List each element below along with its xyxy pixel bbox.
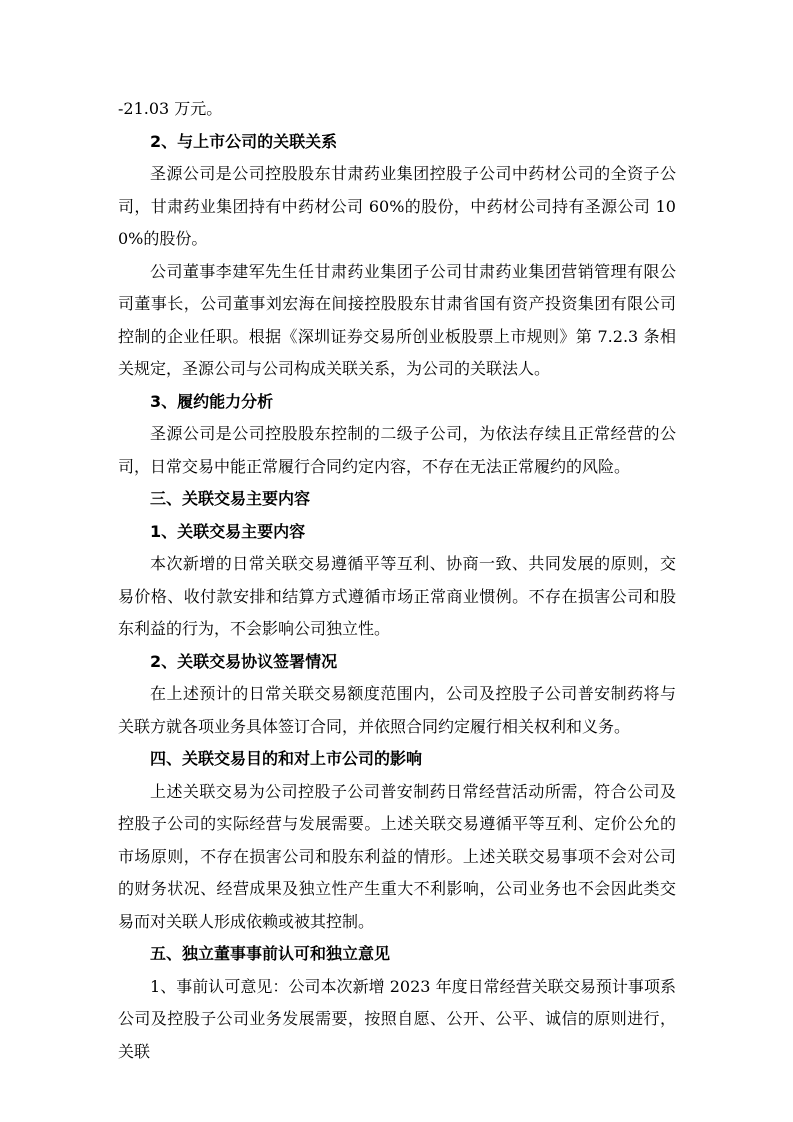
section-heading: 三、关联交易主要内容 [150, 489, 311, 508]
section-heading: 1、关联交易主要内容 [150, 521, 306, 541]
paragraph: 上述关联交易为公司控股子公司普安制药日常经营活动所需，符合公司及控股子公司的实际经营与发展需要。上述关联交易遵循平等互利、定价公允的市场原则，不存在损害公司和股东利益的情形。上述关联交易事项不会对公司的财务状况、经营成果及独立性产生重大不利影响，公司业务也不会因此类交易而对关联人形成依赖或被其控制。 [118, 781, 676, 931]
paragraph: 在上述预计的日常关联交易额度范围内，公司及控股子公司普安制药将与关联方就各项业务具体签订合同，并依照合同约定履行相关权利和义务。 [118, 684, 676, 736]
section-heading: 3、履约能力分析 [150, 391, 274, 411]
section-heading: 四、关联交易目的和对上市公司的影响 [150, 749, 423, 768]
paragraph: -21.03 万元。 [118, 99, 223, 118]
paragraph: 圣源公司是公司控股股东甘肃药业集团控股子公司中药材公司的全资子公司，甘肃药业集团持有中药材公司 60%的股份，中药材公司持有圣源公司 100%的股份。 [118, 164, 676, 248]
paragraph: 1、事前认可意见：公司本次新增 2023 年度日常经营关联交易预计事项系公司及控股子公司业务发展需要，按照自愿、公开、公平、诚信的原则进行，关联 [118, 976, 676, 1061]
paragraph: 本次新增的日常关联交易遵循平等互利、协商一致、共同发展的原则，交易价格、收付款安排和结算方式遵循市场正常商业惯例。不存在损害公司和股东利益的行为，不会影响公司独立性。 [118, 554, 676, 638]
section-heading: 五、独立董事事前认可和独立意见 [150, 944, 391, 963]
paragraph: 圣源公司是公司控股股东控制的二级子公司，为依法存续且正常经营的公司，日常交易中能正常履行合同约定内容，不存在无法正常履约的风险。 [118, 424, 676, 476]
document-content [118, 93, 676, 1068]
paragraph: 公司董事李建军先生任甘肃药业集团子公司甘肃药业集团营销管理有限公司董事长，公司董事刘宏海在间接控股股东甘肃省国有资产投资集团有限公司控制的企业任职。根据《深圳证券交易所创业板股票上市规则》第 7.2.3 条相关规定，圣源公司与公司构成关联关系，为公司的关联法人。 [118, 261, 676, 378]
section-heading: 2、与上市公司的关联关系 [150, 131, 338, 151]
section-heading: 2、关联交易协议签署情况 [150, 651, 338, 671]
